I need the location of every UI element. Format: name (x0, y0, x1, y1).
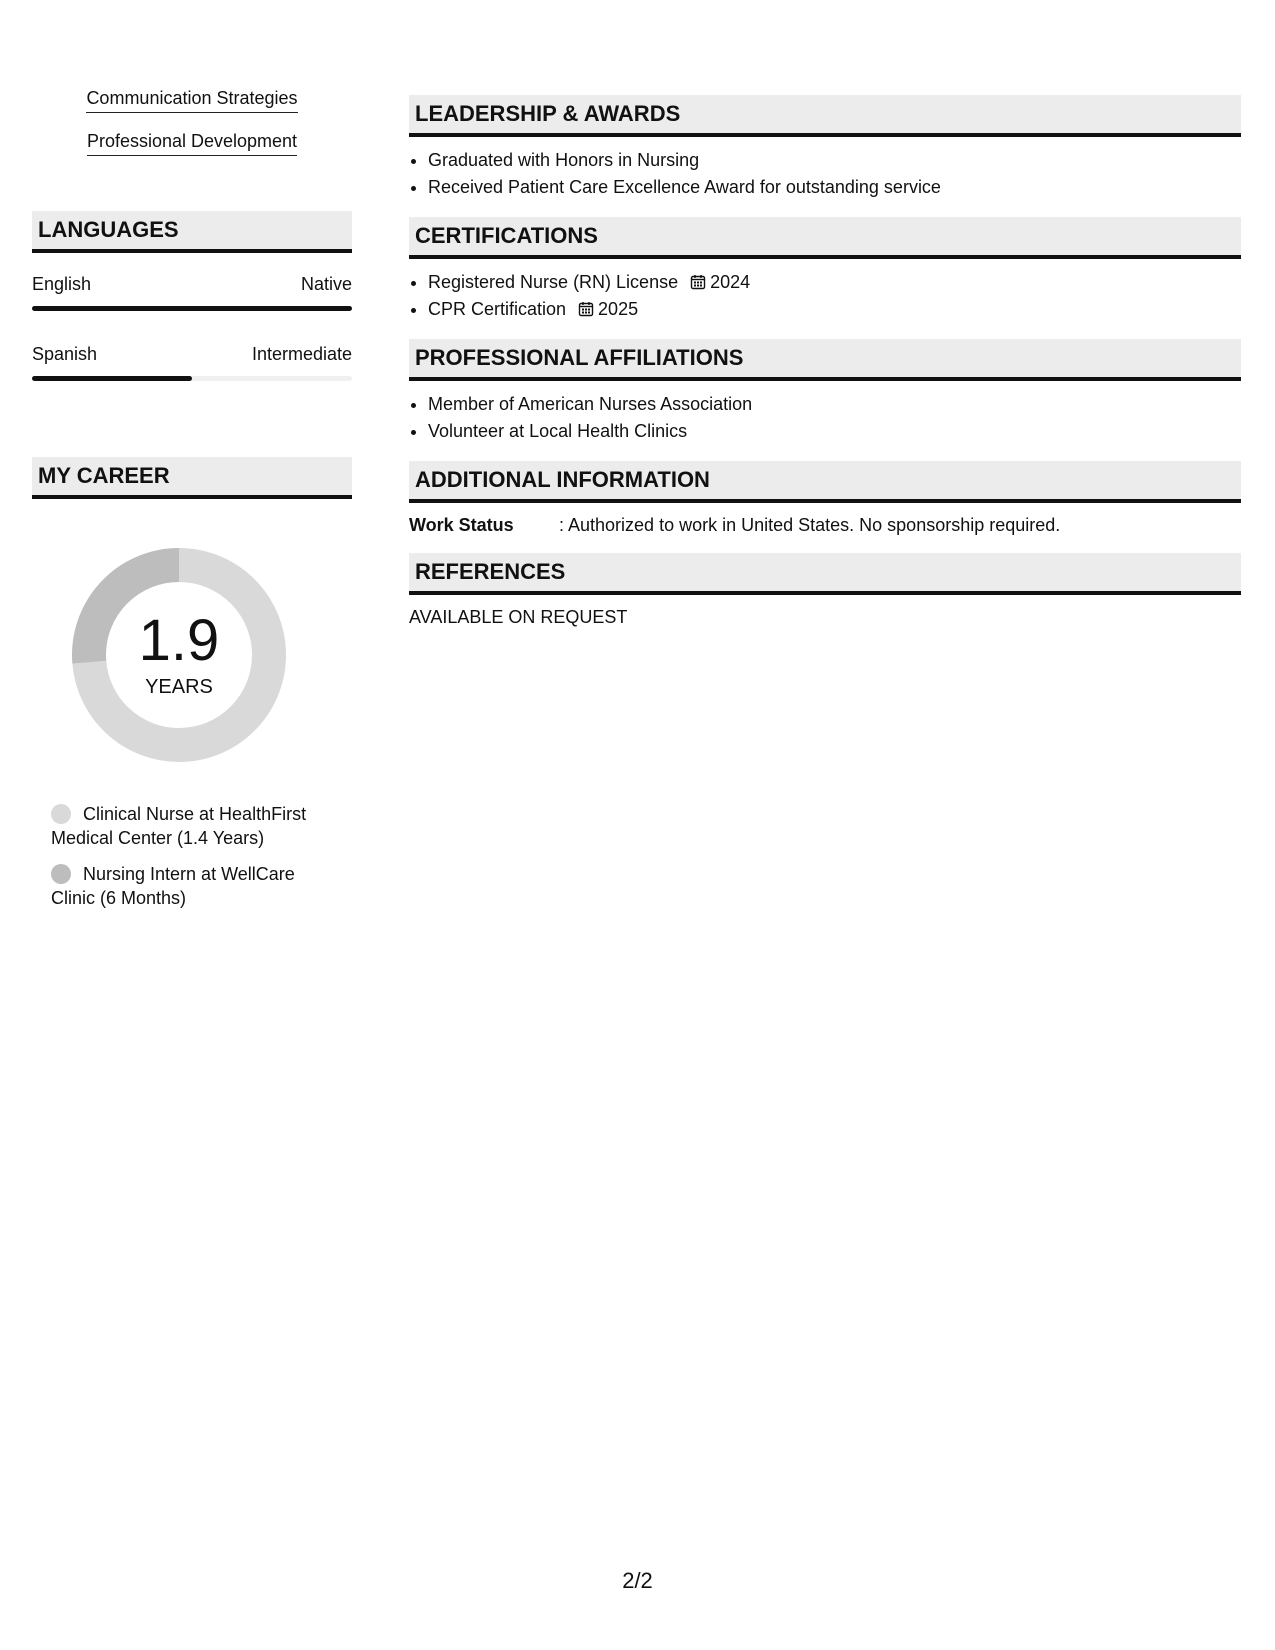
skill-tag: Communication Strategies (86, 88, 297, 113)
legend-item (51, 802, 341, 850)
references-text: AVAILABLE ON REQUEST (409, 607, 628, 627)
work-status-value: : Authorized to work in United States. No sponsorship required. (559, 515, 1061, 535)
list-item: • Volunteer at Local Health Clinics (428, 418, 1241, 445)
list-item (428, 296, 1241, 323)
language-item (32, 272, 352, 311)
list-item: • Graduated with Honors in Nursing (428, 147, 1241, 174)
references-heading: REFERENCES (409, 553, 1241, 595)
language-bar-fill (32, 306, 352, 311)
certification-name: Registered Nurse (RN) License (428, 272, 679, 292)
skill-tag: Professional Development (87, 131, 297, 156)
affiliations-heading: PROFESSIONAL AFFILIATIONS (409, 339, 1241, 381)
calendar-icon (578, 301, 594, 317)
work-status-row (409, 513, 1241, 537)
certification-year: 2024 (710, 272, 751, 292)
certifications-list (409, 269, 1241, 323)
affiliations-list (409, 391, 1241, 445)
career-heading: MY CAREER (32, 457, 352, 499)
list-item: • Member of American Nurses Association (428, 391, 1241, 418)
career-legend (51, 802, 341, 922)
language-item (32, 342, 352, 381)
leadership-heading: LEADERSHIP & AWARDS (409, 95, 1241, 137)
list-item (428, 269, 1241, 296)
work-status-label: Work Status (409, 515, 514, 535)
language-name: English (32, 274, 92, 294)
right-column (409, 95, 1241, 629)
certification-name: CPR Certification (428, 299, 567, 319)
certification-year: 2025 (598, 299, 639, 319)
legend-label: Nursing Intern at WellCare Clinic (6 Months) (51, 864, 295, 908)
legend-label: Clinical Nurse at HealthFirst Medical Center (1.4 Years) (51, 804, 307, 848)
legend-dot (51, 804, 71, 824)
legend-item (51, 862, 341, 910)
language-name: Spanish (32, 344, 98, 364)
calendar-icon (690, 274, 706, 290)
page-number: 2/2 (622, 1568, 653, 1593)
language-bar (32, 376, 352, 381)
list-item: • Received Patient Care Excellence Award for outstanding service (428, 174, 1241, 201)
career-years-unit: YEARS (145, 676, 213, 698)
languages-heading: LANGUAGES (32, 211, 352, 253)
certifications-heading: CERTIFICATIONS (409, 217, 1241, 259)
legend-dot (51, 864, 71, 884)
career-years-value: 1.9 (138, 608, 220, 673)
skill-tags (32, 88, 352, 174)
language-bar (32, 306, 352, 311)
language-bar-fill (32, 376, 192, 381)
leadership-list (409, 147, 1241, 201)
career-total (66, 608, 292, 699)
language-level: Native (300, 274, 352, 294)
additional-info-heading: ADDITIONAL INFORMATION (409, 461, 1241, 503)
language-level: Intermediate (251, 344, 352, 364)
